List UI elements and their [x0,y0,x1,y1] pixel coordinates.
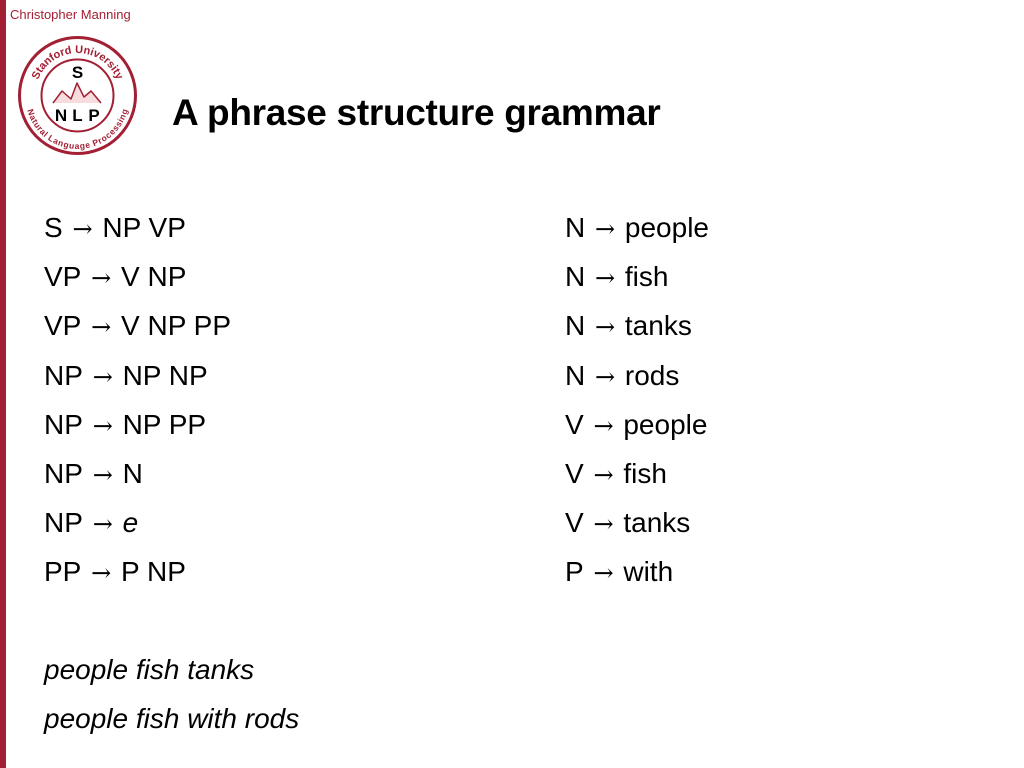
rule-rhs: V NP PP [121,310,232,342]
rule-row [565,351,709,400]
author-label: Christopher Manning [10,7,131,22]
rule-row [565,400,709,449]
logo-top-text: Stanford University [29,43,126,82]
logo-letter-p: P [88,106,100,125]
rule-rhs: N [122,457,143,489]
arrow-icon: → [593,411,614,440]
rule-row [44,547,231,596]
rule-row [565,252,709,301]
rule-rhs: people [624,212,709,243]
rule-rhs: tanks [624,310,692,342]
rule-row [44,301,231,350]
arrow-icon: → [92,411,113,440]
rule-row [44,400,231,449]
rule-lhs: V [565,408,584,440]
rule-lhs: V [565,457,584,489]
rule-rhs: fish [624,261,669,293]
rule-rhs: with [623,556,674,588]
arrow-icon: → [91,264,112,293]
rule-rhs: rods [624,359,680,391]
rule-rhs: NP PP [122,408,207,440]
stanford-nlp-logo [17,35,138,156]
rule-lhs: N [565,359,586,391]
arrow-icon: → [593,510,614,539]
rule-lhs: NP [44,457,83,489]
rule-rhs: people [623,408,708,440]
arrow-icon: → [92,362,113,391]
arrow-icon: → [595,215,616,243]
example-sentences [44,645,299,743]
arrow-icon: → [595,362,616,391]
rule-lhs: VP [44,261,82,293]
rule-lhs: S [44,212,63,243]
logo-center-letter: S [71,63,84,82]
logo-letter-n: N [54,106,68,125]
arrow-icon: → [595,313,616,342]
rule-row [44,498,231,547]
rule-lhs: N [565,261,586,293]
arrow-icon: → [91,313,112,342]
rule-lhs: NP [44,359,83,391]
rule-rhs: NP VP [102,212,186,243]
rule-lhs: V [565,507,584,539]
rule-row [565,203,709,252]
accent-bar [0,0,6,768]
example-sentence: people fish with rods [44,703,300,735]
arrow-icon: → [72,215,93,243]
rule-row [565,547,709,596]
arrow-icon: → [92,460,113,489]
rule-lhs: PP [44,556,82,588]
example-sentence: people fish tanks [44,654,255,685]
arrow-icon: → [593,460,614,489]
slide-title: A phrase structure grammar [172,92,661,133]
rule-row [565,301,709,350]
logo-bottom-text: Natural Language Processing [25,107,130,151]
arrow-icon: → [92,510,113,539]
rule-lhs: NP [44,507,83,539]
grammar-rules-left [44,203,231,597]
rule-rhs: NP NP [122,359,208,391]
grammar-rules-right [565,203,709,597]
rule-lhs: NP [44,408,83,440]
rule-rhs: V NP [121,261,187,293]
arrow-icon: → [91,559,112,588]
rule-rhs: P NP [121,556,186,588]
rule-row [565,449,709,498]
rule-rhs: tanks [623,507,691,539]
rule-row [44,252,231,301]
rule-lhs: N [565,212,586,243]
logo-letter-l: L [72,106,83,125]
rule-row [44,203,231,252]
arrow-icon: → [595,264,616,293]
rule-rhs-empty-symbol: e [122,507,139,539]
rule-row [44,449,231,498]
rule-rhs: fish [623,457,667,489]
rule-row [565,498,709,547]
arrow-icon: → [593,559,614,588]
rule-row [44,351,231,400]
rule-lhs: N [565,310,586,342]
rule-lhs: VP [44,310,82,342]
rule-lhs: P [565,556,584,588]
